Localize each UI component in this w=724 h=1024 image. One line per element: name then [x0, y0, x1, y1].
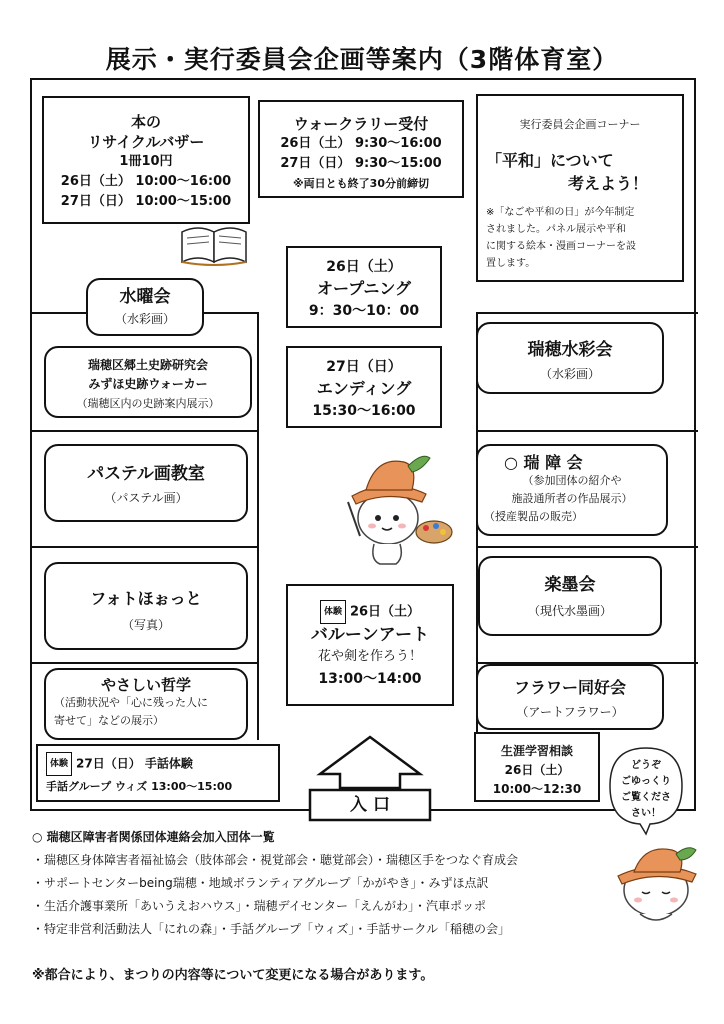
speech-line-3: ご覧くださ: [621, 792, 671, 803]
suiyokai-box: [86, 278, 204, 336]
lifelong-line-3: 10:00～12:30: [492, 782, 582, 796]
opening-time: 9：30～10：00: [308, 303, 420, 319]
opening-date: 26日（土）: [326, 259, 402, 275]
sign-language-box: [36, 744, 280, 802]
committee-note-3: に関する絵本・漫画コーナーを設: [486, 241, 636, 252]
divider-right-3: [478, 546, 698, 548]
balloon-art-box: [286, 584, 454, 706]
pastel-sub: （パステル画）: [104, 491, 188, 505]
member-list: [32, 826, 612, 941]
speech-line-2: ごゆっくり: [621, 776, 671, 787]
committee-title: 実行委員会企画コーナー: [519, 118, 641, 131]
committee-heading-1: 「平和」について: [486, 151, 614, 170]
walk-rally-title: ウォークラリー受付: [293, 115, 429, 133]
philosophy-name: やさしい哲学: [100, 676, 191, 694]
shougai-line-2: （参加団体の紹介や: [522, 474, 622, 487]
mizuho-suisai-sub: （水彩画）: [539, 367, 600, 381]
history-line-3: （瑞穂区内の史跡案内展示）: [76, 397, 220, 410]
flower-name: フラワー同好会: [513, 678, 626, 697]
sign-language-line-1: 27日（日） 手話体験: [76, 756, 193, 771]
divider-right-1: [478, 312, 698, 314]
experience-tag: 体験: [46, 752, 72, 776]
opening-title: オープニング: [316, 279, 412, 298]
book-bazaar-box: [42, 96, 250, 224]
photo-name: フォトほぉっと: [90, 589, 202, 608]
committee-note-2: されました。パネル展示や平和: [486, 224, 626, 235]
ending-time: 15:30～16:00: [312, 403, 416, 419]
opening-box: [286, 246, 442, 328]
speech-bubble-text: [606, 758, 686, 822]
history-line-2: みずほ史跡ウォーカー: [88, 377, 208, 391]
committee-note-4: 置します。: [486, 258, 536, 269]
balloon-date: 26日（土）: [349, 604, 421, 620]
lifelong-line-2: 26日（土）: [504, 763, 570, 777]
committee-corner-box: [476, 94, 684, 282]
committee-heading-2: 考えよう！: [567, 174, 648, 193]
mizuho-suisai-name: 瑞穂水彩会: [527, 340, 613, 360]
walk-rally-day-2: 27日（日） 9:30～15:00: [280, 156, 442, 171]
ending-title: エンディング: [316, 379, 412, 398]
member-list-item: ・特定非営利活動法人「にれの森」・手話グループ「ウィズ」・手話サークル「稲穂の会」: [32, 922, 510, 936]
experience-tag: 体験: [320, 600, 346, 624]
balloon-subtitle: 花や剣を作ろう！: [317, 649, 422, 664]
shougai-name: ○ 瑞 障 会: [504, 453, 583, 472]
pastel-name: パステル画教室: [87, 464, 205, 484]
book-icon: [178, 222, 250, 266]
suiyokai-name: 水曜会: [119, 287, 171, 307]
mascot-painter-icon: [330, 440, 460, 570]
sign-language-line-2: 手話グループ ウィズ 13:00～15:00: [46, 780, 233, 793]
photo-box: [44, 562, 248, 650]
suiyokai-sub: （水彩画）: [114, 312, 175, 326]
balloon-title: バルーンアート: [310, 625, 430, 645]
history-line-1: 瑞穂区郷土史跡研究会: [87, 358, 208, 372]
philosophy-box: [44, 668, 248, 740]
member-list-item: ・生活介護事業所「あいうえおハウス」・瑞穂デイセンター「えんがわ」・汽車ポッポ: [32, 899, 486, 913]
divider-left-4: [32, 662, 257, 664]
bazaar-day-1: 26日（土） 10:00～16:00: [60, 174, 232, 189]
lifelong-line-1: 生涯学習相談: [500, 744, 573, 758]
footer-note: ※都合により、まつりの内容等について変更になる場合があります。: [32, 968, 434, 983]
shougai-line-3: 施設通所者の作品展示）: [511, 492, 633, 505]
rakuboku-name: 楽墨会: [544, 575, 596, 595]
rakuboku-box: [478, 556, 662, 636]
page-title: 展示・実行委員会企画等案内（3階体育室）: [105, 45, 619, 74]
shougai-line-4: （授産製品の販売）: [484, 510, 583, 523]
photo-sub: （写真）: [121, 618, 170, 632]
committee-note-1: ※「なごや平和の日」が今年制定: [486, 207, 635, 218]
history-box: [44, 346, 252, 418]
divider-vertical-left: [257, 312, 259, 740]
lifelong-learning-box: [474, 732, 600, 802]
divider-right-2: [478, 430, 698, 432]
mizuho-suisai-box: [476, 322, 664, 394]
bazaar-line-1: 本の: [130, 113, 161, 131]
balloon-time: 13:00～14:00: [318, 671, 422, 687]
philosophy-line-3: 寄せて」などの展示）: [54, 714, 164, 727]
member-list-heading: ○ 瑞穂区障害者関係団体連絡会加入団体一覧: [32, 830, 275, 844]
walk-rally-note: ※両日とも終了30分前締切: [292, 177, 429, 190]
entrance-label: 入 口: [350, 795, 390, 815]
ending-box: [286, 346, 442, 428]
rakuboku-sub: （現代水墨画）: [527, 604, 612, 618]
bazaar-price: 1冊10円: [119, 154, 173, 169]
walk-rally-box: [258, 100, 464, 198]
bazaar-day-2: 27日（日） 10:00～15:00: [60, 194, 232, 209]
philosophy-line-2: （活動状況や「心に残った人に: [54, 696, 208, 709]
member-list-item: ・サポートセンターbeing瑞穂・地域ボランティアグループ「かがやき」・みずほ点訳: [32, 876, 489, 890]
divider-left-2: [32, 430, 257, 432]
speech-line-4: さい！: [631, 808, 661, 819]
pastel-box: [44, 444, 248, 522]
member-list-item: ・瑞穂区身体障害者福祉協会（肢体部会・視覚部会・聴覚部会）・瑞穂区手をつなぐ育成会: [32, 853, 519, 867]
mascot-bowing-icon: [606, 846, 706, 928]
flower-sub: （アートフラワー）: [516, 705, 624, 719]
speech-line-1: どうぞ: [631, 760, 661, 771]
walk-rally-day-1: 26日（土） 9:30～16:00: [280, 136, 442, 151]
divider-left-3: [32, 546, 257, 548]
bazaar-line-2: リサイクルバザー: [87, 133, 205, 151]
shougai-box: [476, 444, 668, 536]
ending-date: 27日（日）: [326, 359, 402, 375]
flower-box: [476, 664, 664, 730]
